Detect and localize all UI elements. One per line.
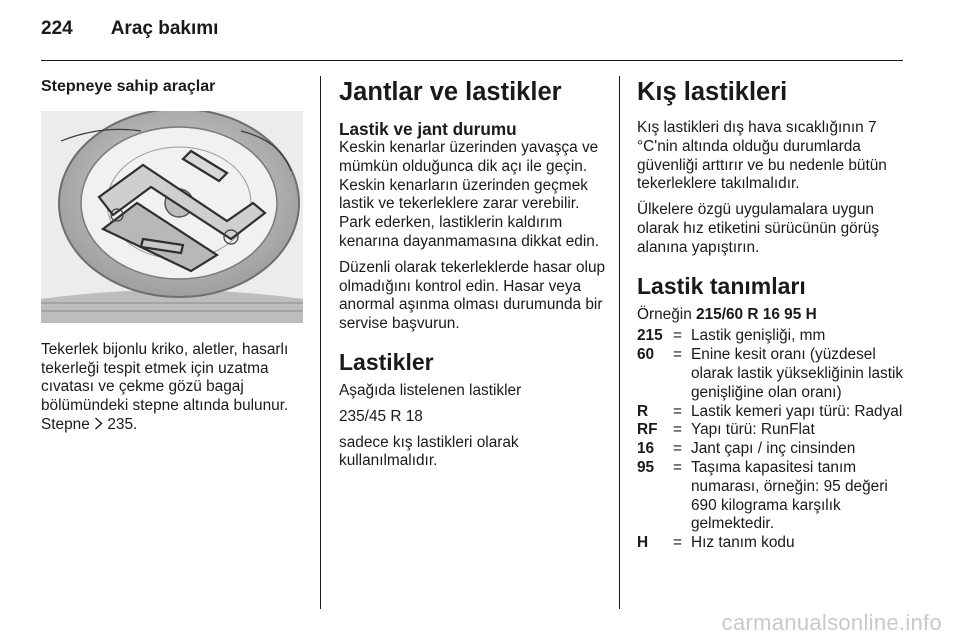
code-description: Taşıma kapasitesi tanım numarası, örneğin: 95 değeri 690 kilograma karşılık gelmektedir. [691, 458, 888, 533]
code-equals: = [673, 440, 682, 458]
code-equals: = [673, 458, 682, 476]
column-2 [339, 75, 609, 478]
tyre-designations-title: Lastik tanımları [637, 272, 806, 299]
code-key: 95 [637, 458, 655, 476]
tyres-paragraph-3: sadece kış lastikleri olarak kullanılmalıdır. [339, 433, 519, 470]
column-divider [320, 76, 321, 609]
column-3 [637, 75, 909, 553]
code-key: 60 [637, 346, 655, 364]
code-equals: = [673, 327, 682, 345]
tyre-designation-example: Örneğin 215/60 R 16 95 H [637, 305, 817, 323]
page-number: 224 [41, 18, 73, 39]
tyre-code-list [637, 327, 909, 553]
code-key: H [637, 534, 649, 552]
watermark: carmanualsonline.info [721, 610, 942, 635]
section-title: Araç bakımı [110, 18, 219, 39]
tyre-code-row [637, 327, 909, 346]
code-equals: = [673, 402, 682, 420]
code-description: Enine kesit oranı (yüzdesel olarak lastik yüksekliğinin lastik genişliğine olan oranı) [691, 346, 904, 401]
tyre-condition-paragraph-1: Keskin kenarlar üzerinden yavaşça ve mümkün olduğunca dik açı ile geçin. Keskin kenarların üzerinden geçmek lastik ve tekerleklere zarar verebilir. Park ederken, lastiklerin kaldırım kenarına dayanmamasına dikkat edin. [339, 139, 600, 250]
code-equals: = [673, 346, 682, 364]
code-description: Jant çapı / inç cinsinden [691, 440, 856, 458]
tyres-paragraph-1: Aşağıda listelenen lastikler [339, 381, 522, 399]
winter-tyres-paragraph-2: Ülkelere özgü uygulamalara uygun olarak hız etiketini sürücünün görüş alanına yapıştırın. [637, 201, 880, 256]
code-description: Lastik kemeri yapı türü: Radyal [691, 402, 903, 420]
tyre-condition-paragraph-2: Düzenli olarak tekerleklerde hasar olup olmadığını kontrol edin. Hasar veya anormal aşınma olması durumunda bir servise başvurun. [339, 258, 606, 333]
tyre-condition-heading: Lastik ve jant durumu [339, 119, 517, 139]
tyre-code-row [637, 440, 909, 459]
code-description: Hız tanım kodu [691, 534, 795, 552]
spare-wheel-heading: Stepneye sahip araçlar [41, 78, 216, 95]
page-header [41, 18, 218, 50]
winter-tyres-paragraph-1: Kış lastikleri dış hava sıcaklığının 7 °C'nin altında olduğu durumlarda güvenliği arttırır ve bu nedenle bütün tekerleklere takılmalıdır. [637, 119, 887, 193]
code-key: R [637, 402, 649, 420]
column-divider [619, 76, 620, 609]
page-reference-arrow-icon [94, 417, 103, 430]
spare-wheel-jack-photo [41, 111, 303, 323]
header-rule [41, 60, 903, 61]
code-equals: = [673, 421, 682, 439]
code-equals: = [673, 534, 682, 552]
code-description: Lastik genişliği, mm [691, 327, 826, 345]
tyres-heading: Lastikler [339, 348, 434, 375]
tyre-code-row [637, 346, 909, 402]
tyre-code-row [637, 421, 909, 440]
code-key: 16 [637, 440, 655, 458]
page-reference[interactable]: 235. [107, 415, 138, 433]
column-1 [41, 75, 307, 442]
tyre-code-row [637, 403, 909, 422]
spare-wheel-caption: Tekerlek bijonlu kriko, aletler, hasarlı tekerleği tespit etmek için uzatma cıvatası ve çekme gözü bagaj bölümündeki stepne altında bulunur. Stepne 235. [41, 340, 289, 433]
winter-tyres-title: Kış lastikleri [637, 78, 788, 106]
code-key: 215 [637, 327, 663, 345]
code-description: Yapı türü: RunFlat [691, 421, 815, 439]
code-key: RF [637, 421, 658, 439]
wheels-tyres-title: Jantlar ve lastikler [339, 78, 562, 106]
tyres-size: 235/45 R 18 [339, 407, 423, 425]
tyre-code-row [637, 459, 909, 534]
tyre-code-row [637, 534, 909, 553]
